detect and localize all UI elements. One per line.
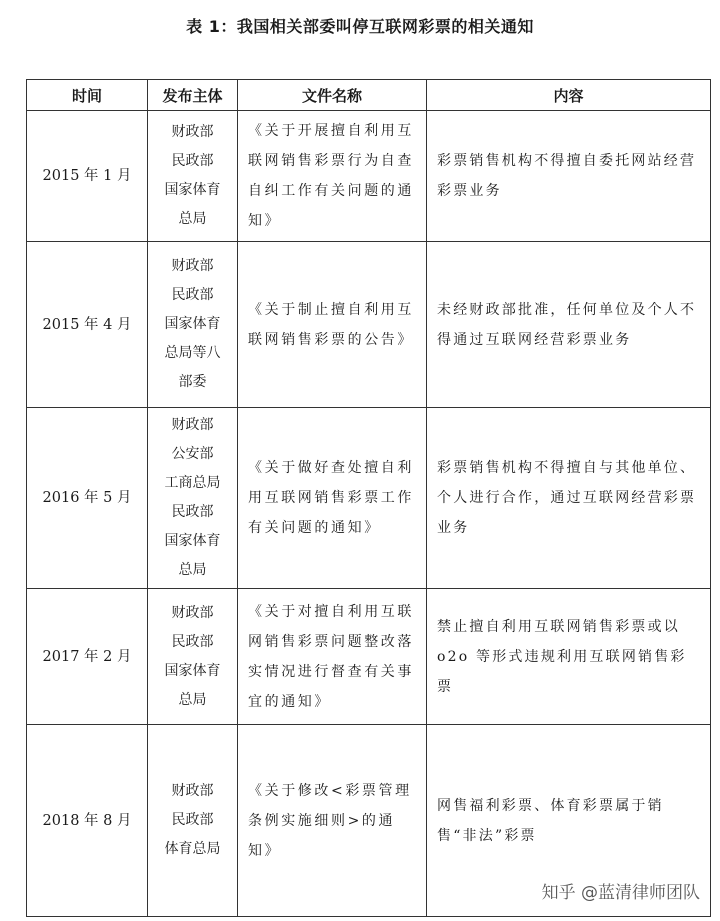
notices-table: [26, 79, 711, 917]
issuer-line: 民政部: [171, 812, 214, 828]
issuer-line: 民政部: [171, 633, 214, 650]
issuer-line: 财政部: [171, 783, 214, 799]
issuer-cell: [148, 408, 238, 589]
issuer-line: 国家体育: [164, 662, 221, 679]
docname-cell: 《关于开展擅自利用互联网销售彩票行为自查自纠工作有关问题的通知》: [238, 111, 427, 242]
table-header-row: [27, 80, 711, 111]
issuer-line: 民政部: [171, 287, 214, 303]
issuer-line: 财政部: [171, 417, 214, 433]
table-row: [27, 111, 711, 242]
issuer-line: 国家体育: [164, 316, 221, 332]
issuer-line: 总局: [178, 691, 207, 708]
issuer-line: 总局: [178, 562, 207, 578]
header-content: 内容: [427, 80, 711, 111]
docname-cell: 《关于制止擅自利用互联网销售彩票的公告》: [238, 242, 427, 408]
content-cell: 网售福利彩票、体育彩票属于销售“非法”彩票: [427, 725, 711, 917]
time-cell: 2017 年 2 月: [27, 589, 148, 725]
content-cell: 彩票销售机构不得擅自与其他单位、个人进行合作，通过互联网经营彩票业务: [427, 408, 711, 589]
issuer-line: 工商总局: [164, 475, 221, 491]
issuer-cell: [148, 111, 238, 242]
time-cell: 2015 年 1 月: [27, 111, 148, 242]
issuer-line: 财政部: [171, 604, 214, 621]
docname-cell: 《关于对擅自利用互联网销售彩票问题整改落实情况进行督查有关事宜的通知》: [238, 589, 427, 725]
issuer-line: 财政部: [171, 258, 214, 274]
time-cell: 2016 年 5 月: [27, 408, 148, 589]
issuer-line: 国家体育: [164, 533, 221, 549]
content-cell: 未经财政部批准，任何单位及个人不得通过互联网经营彩票业务: [427, 242, 711, 408]
header-issuer: 发布主体: [148, 80, 238, 111]
time-cell: 2015 年 4 月: [27, 242, 148, 408]
header-docname: 文件名称: [238, 80, 427, 111]
issuer-line: 公安部: [171, 446, 214, 462]
watermark: 知乎 @蓝清律师团队: [538, 876, 704, 905]
issuer-line: 总局等八: [164, 345, 221, 361]
issuer-line: 民政部: [171, 153, 214, 169]
time-cell: 2018 年 8 月: [27, 725, 148, 917]
issuer-cell: [148, 589, 238, 725]
docname-cell: 《关于修改<彩票管理条例实施细则>的通知》: [238, 725, 427, 917]
issuer-line: 部委: [178, 374, 207, 390]
issuer-line: 国家体育: [164, 182, 221, 198]
issuer-line: 体育总局: [164, 841, 221, 857]
table-row: [27, 589, 711, 725]
docname-cell: 《关于做好查处擅自利用互联网销售彩票工作有关问题的通知》: [238, 408, 427, 589]
issuer-cell: [148, 725, 238, 917]
table-caption: 表 1：我国相关部委叫停互联网彩票的相关通知: [186, 17, 534, 36]
issuer-line: 总局: [178, 211, 207, 227]
table-row: [27, 408, 711, 589]
content-cell: 彩票销售机构不得擅自委托网站经营彩票业务: [427, 111, 711, 242]
issuer-line: 民政部: [171, 504, 214, 520]
issuer-line: 财政部: [171, 124, 214, 140]
content-cell: 禁止擅自利用互联网销售彩票或以 o2o 等形式违规利用互联网销售彩票: [427, 589, 711, 725]
issuer-cell: [148, 242, 238, 408]
table-row: [27, 242, 711, 408]
header-time: 时间: [27, 80, 148, 111]
